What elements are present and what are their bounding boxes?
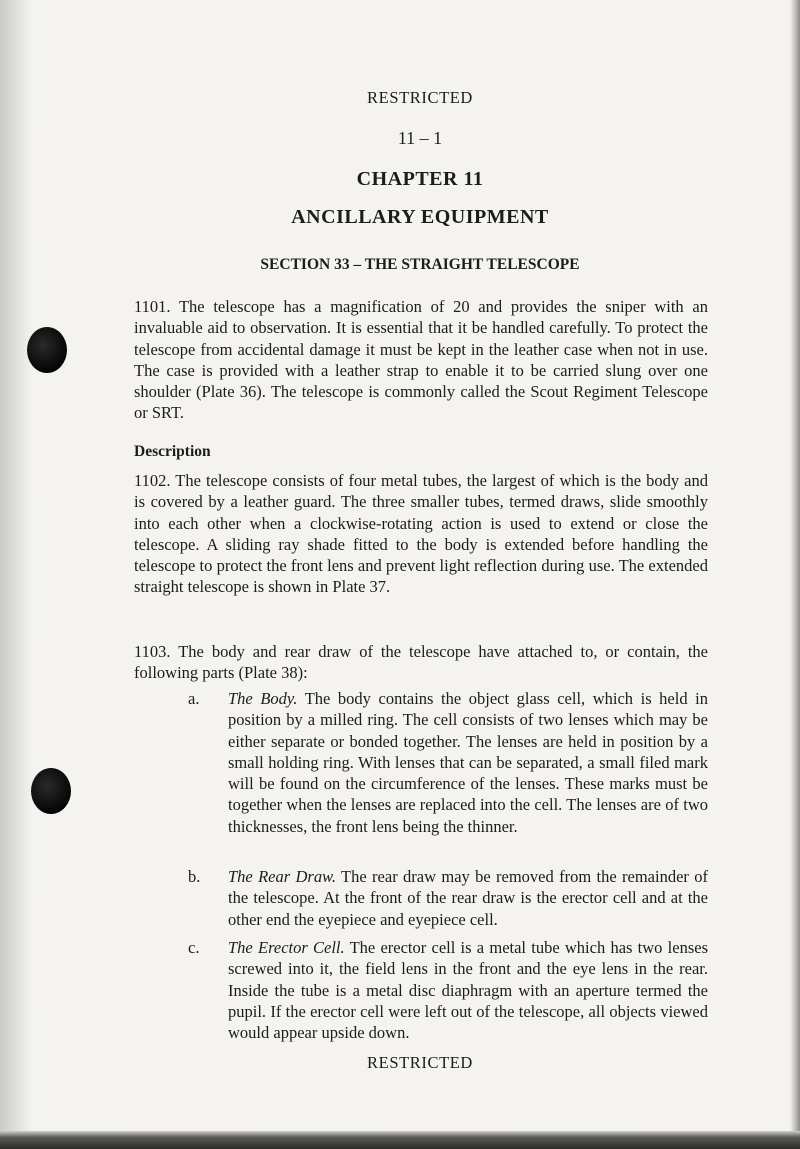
list-letter: b.: [188, 867, 201, 886]
list-item-description: The body contains the object glass cell, which is held in position by a milled ring. The cell consists of two lenses which may be either separate or bonded together. The lenses are held in position by a small holding ring. With lenses that can be separated, a small filed mark will be found on the circumference of the lenses. These marks must be together when the lenses are replaced into the cell. The lenses are of two thicknesses, the front lens being the thinner.: [228, 689, 708, 836]
page-number: 11 – 1: [397, 128, 443, 148]
punch-hole-bottom: [31, 768, 71, 814]
scan-left-shadow: [0, 0, 34, 1149]
list-item-text: [228, 937, 708, 1043]
description-heading: Description: [134, 443, 211, 460]
classification-header: RESTRICTED: [367, 88, 473, 107]
list-item-title: The Erector Cell.: [228, 938, 345, 957]
chapter-title: ANCILLARY EQUIPMENT: [291, 206, 549, 228]
list-letter: c.: [188, 938, 200, 957]
punch-hole-top: [27, 327, 67, 373]
paragraph-1103: 1103. The body and rear draw of the telescope have attached to, or contain, the following parts (Plate 38):: [134, 642, 708, 683]
chapter-number: CHAPTER 11: [356, 168, 484, 190]
list-item-title: The Body.: [228, 689, 298, 708]
section-title: SECTION 33 – THE STRAIGHT TELESCOPE: [260, 256, 580, 273]
list-item-description: The erector cell is a metal tube which has two lenses screwed into it, the field lens in the front and the eye lens in the rear. Inside the tube is a metal disc diaphragm with an aperture termed the pupil. If the erector cell were left out of the telescope, all objects viewed would appear upside down.: [228, 938, 708, 1043]
scan-bottom-edge: [0, 1131, 800, 1149]
scan-right-edge: [790, 0, 800, 1149]
list-item-text: [228, 688, 708, 837]
paragraph-1102: 1102. The telescope consists of four metal tubes, the largest of which is the body and is covered by a leather guard. The three smaller tubes, termed draws, slide smoothly into each other when a clockwise-rotating action is used to extend or close the telescope. A sliding ray shade fitted to the body is extended before handling the telescope to protect the front lens and prevent light reflection during use. The extended straight telescope is shown in Plate 37.: [134, 471, 708, 597]
list-item-description: The rear draw may be removed from the remainder of the telescope. At the front of the rear draw is the erector cell and at the other end the eyepiece and eyepiece cell.: [228, 867, 708, 929]
list-item-text: [228, 866, 708, 930]
paragraph-1101: 1101. The telescope has a magnification of 20 and provides the sniper with an invaluable aid to observation. It is essential that it be handled carefully. To protect the telescope from accidental damage it must be kept in the leather case when not in use. The case is provided with a leather strap to enable it to be carried slung over one shoulder (Plate 36). The telescope is commonly called the Scout Regiment Telescope or SRT.: [134, 297, 708, 423]
list-item-title: The Rear Draw.: [228, 867, 337, 886]
list-letter: a.: [188, 689, 200, 708]
classification-footer: RESTRICTED: [367, 1053, 473, 1072]
